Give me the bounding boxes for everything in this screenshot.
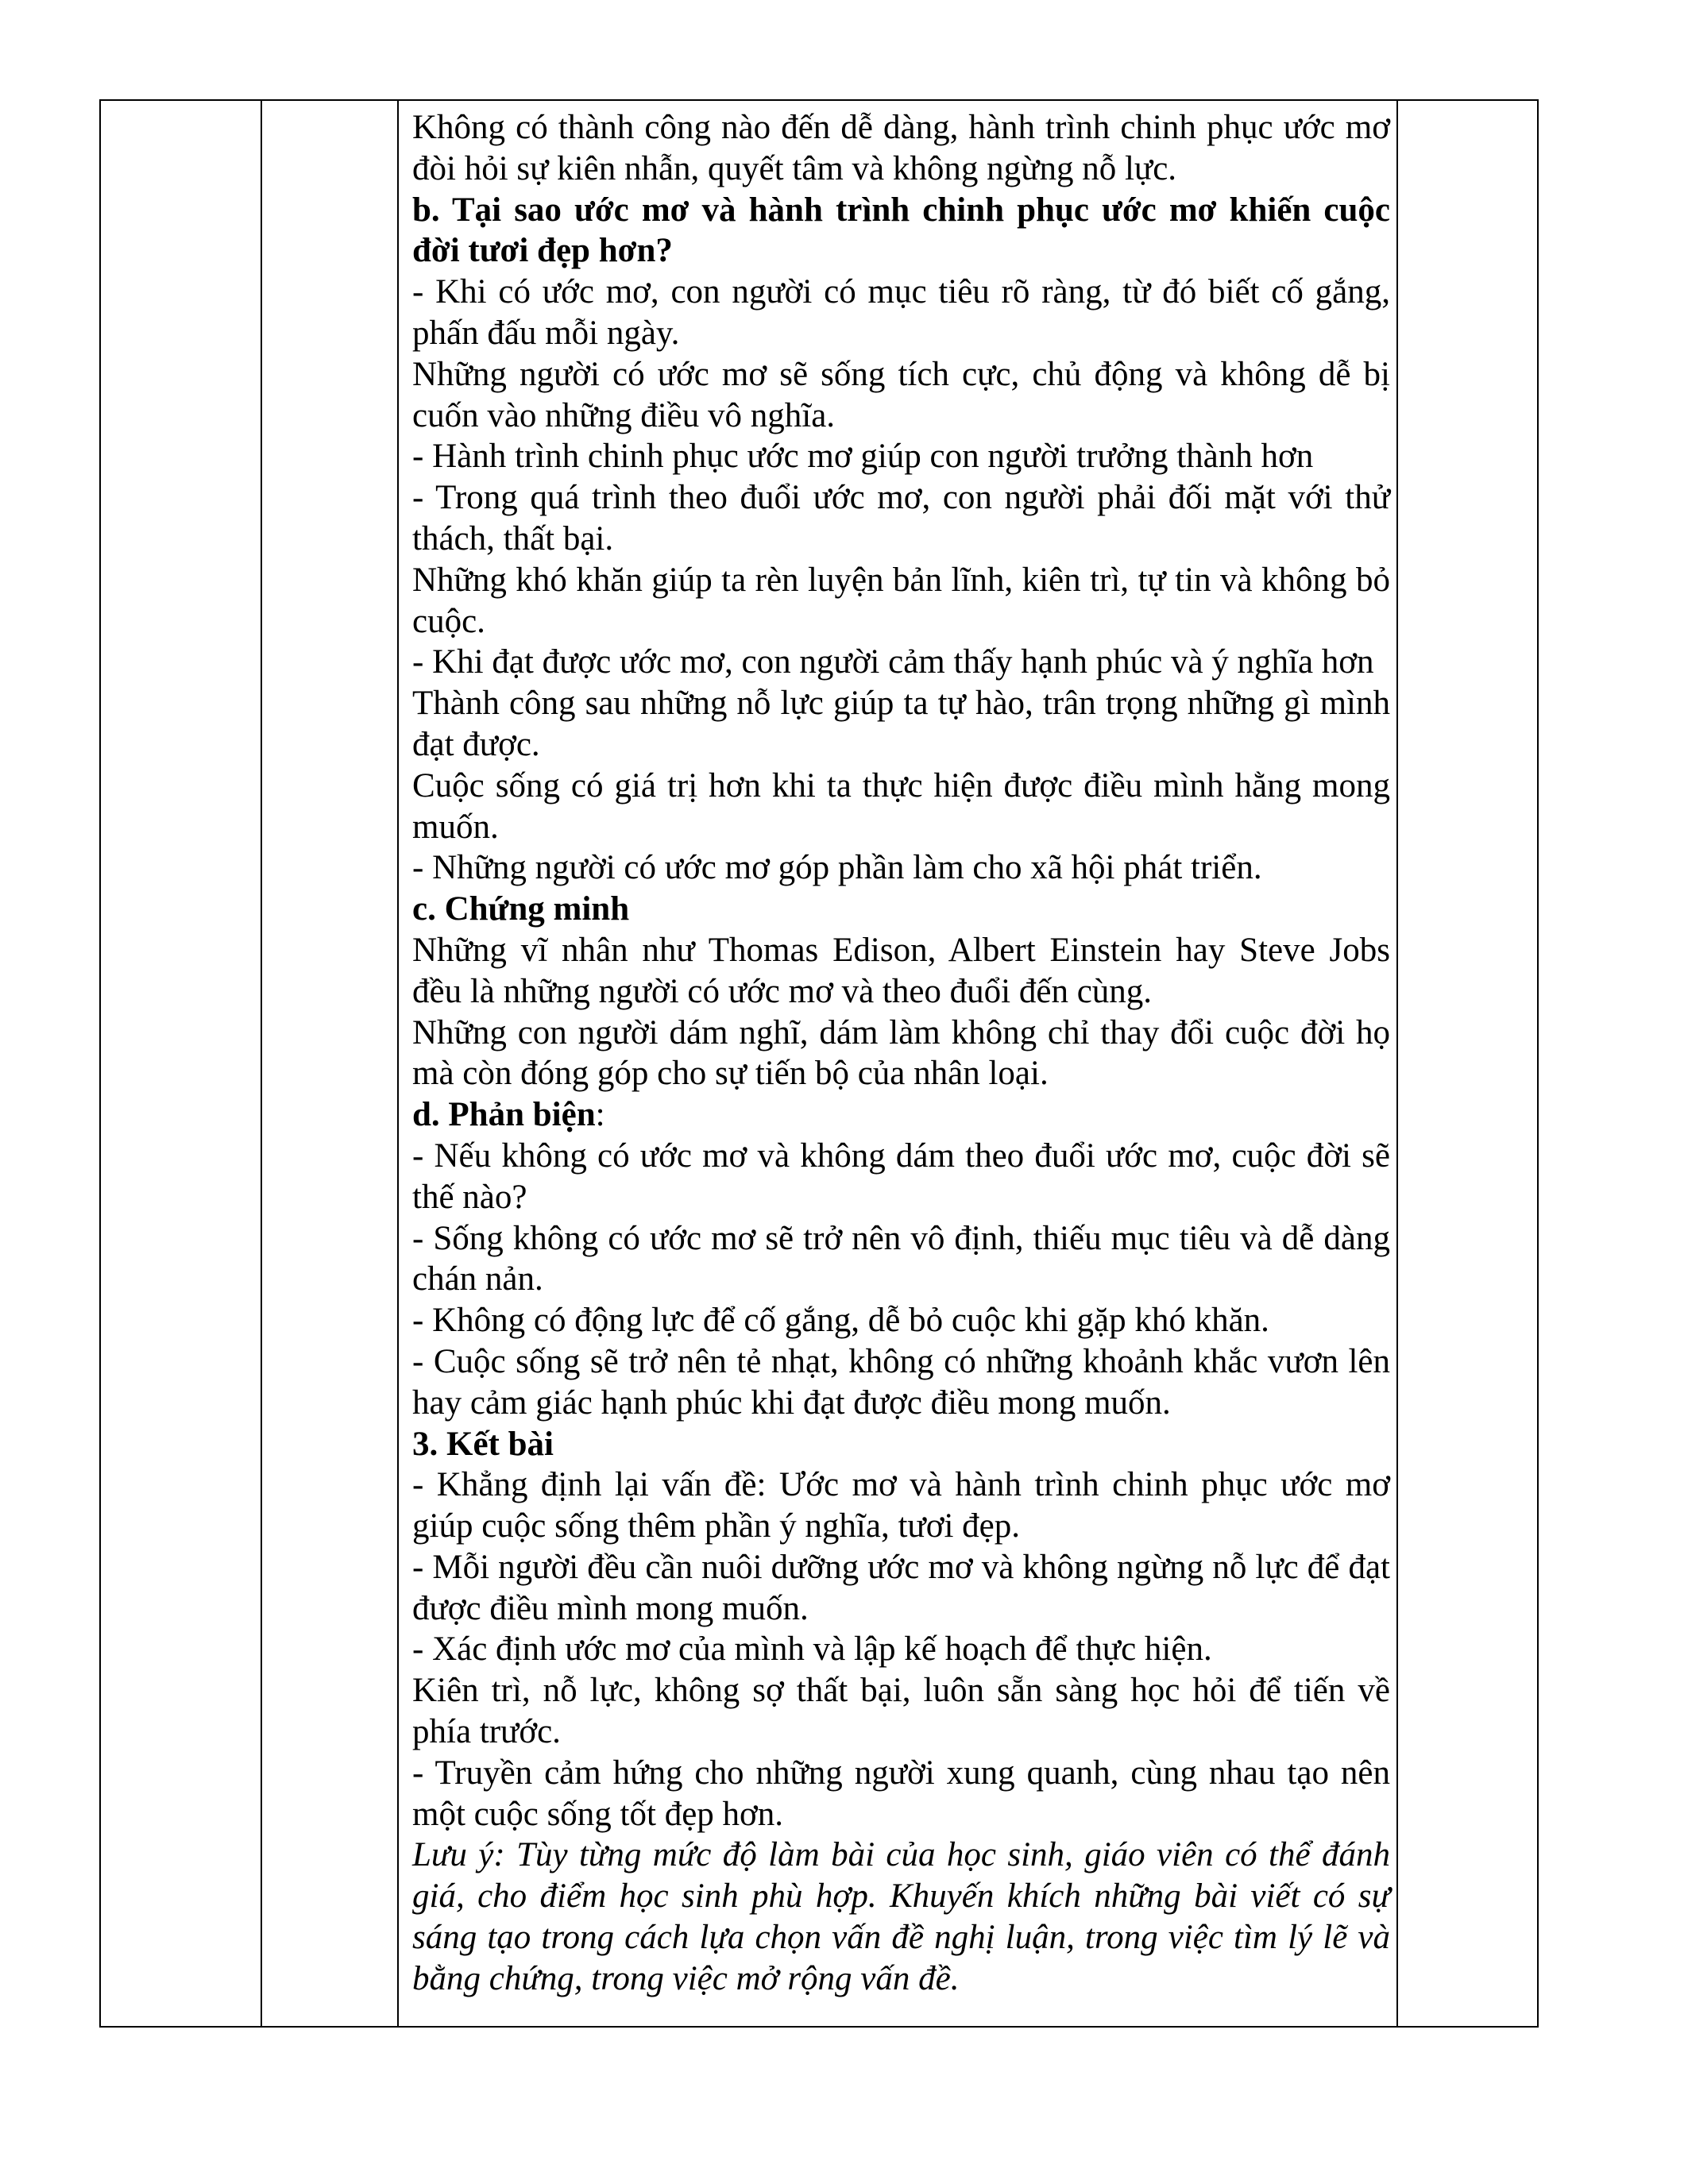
heading-colon: : xyxy=(595,1096,605,1134)
section-heading-d: d. Phản biện xyxy=(412,1096,596,1134)
answer-table xyxy=(99,99,1539,2028)
section-heading-c: c. Chứng minh xyxy=(412,890,630,928)
paragraph-17: - Khẳng định lại vấn đề: Ước mơ và hành trình chinh phục ước mơ giúp cuộc sống thêm phần ý nghĩa, tươi đẹp. xyxy=(412,1466,1390,1545)
paragraph-8: Thành công sau những nỗ lực giúp ta tự hào, trân trọng những gì mình đạt được. xyxy=(412,685,1390,763)
paragraph-19: - Xác định ước mơ của mình và lập kế hoạch để thực hiện. xyxy=(412,1630,1212,1669)
paragraph-16: - Cuộc sống sẽ trở nên tẻ nhạt, không có những khoảnh khắc vươn lên hay cảm giác hạnh phúc khi đạt được điều mong muốn. xyxy=(412,1342,1390,1422)
paragraph-14: - Sống không có ước mơ sẽ trở nên vô định, thiếu mục tiêu và dễ dàng chán nản. xyxy=(412,1219,1390,1298)
empty-cell-4 xyxy=(1397,100,1538,2027)
paragraph-4: - Hành trình chinh phục ước mơ giúp con người trưởng thành hơn xyxy=(412,438,1314,476)
paragraph-7: - Khi đạt được ước mơ, con người cảm thấy hạnh phúc và ý nghĩa hơn xyxy=(412,643,1374,681)
paragraph-13: - Nếu không có ước mơ và không dám theo đuổi ước mơ, cuộc đời sẽ thế nào? xyxy=(412,1136,1390,1216)
grading-note: Lưu ý: Tùy từng mức độ làm bài của học sinh, giáo viên có thể đánh giá, cho điểm học sinh phù hợp. Khuyến khích những bài viết có sự sáng tạo trong cách lựa chọn vấn đề nghị luận, trong việc tìm lý lẽ và bằng chứng, trong việc mở rộng vấn đề. xyxy=(412,1836,1390,1997)
paragraph-5: - Trong quá trình theo đuổi ước mơ, con người phải đối mặt với thử thách, thất bại. xyxy=(412,479,1390,558)
paragraph-3: Những người có ước mơ sẽ sống tích cực, chủ động và không dễ bị cuốn vào những điều vô nghĩa. xyxy=(412,355,1390,434)
table-row xyxy=(100,100,1538,2027)
paragraph-15: - Không có động lực để cố gắng, dễ bỏ cuộc khi gặp khó khăn. xyxy=(412,1302,1269,1340)
paragraph-1: Không có thành công nào đến dễ dàng, hành trình chinh phục ước mơ đòi hỏi sự kiên nhẫn, quyết tâm và không ngừng nỗ lực. xyxy=(412,109,1390,187)
paragraph-18: - Mỗi người đều cần nuôi dưỡng ước mơ và không ngừng nỗ lực để đạt được điều mình mong muốn. xyxy=(412,1548,1390,1627)
paragraph-11: Những vĩ nhân như Thomas Edison, Albert Einstein hay Steve Jobs đều là những người có ước mơ và theo đuổi đến cùng. xyxy=(412,931,1390,1010)
paragraph-10: - Những người có ước mơ góp phần làm cho xã hội phát triển. xyxy=(412,849,1262,887)
empty-cell-1 xyxy=(100,100,261,2027)
section-heading-d-line xyxy=(412,1094,1390,1136)
content-cell xyxy=(398,100,1397,2027)
paragraph-21: - Truyền cảm hứng cho những người xung quanh, cùng nhau tạo nên một cuộc sống tốt đẹp hơn. xyxy=(412,1754,1390,1833)
empty-cell-2 xyxy=(261,100,398,2027)
paragraph-20: Kiên trì, nỗ lực, không sợ thất bại, luôn sẵn sàng học hỏi để tiến về phía trước. xyxy=(412,1672,1390,1751)
paragraph-2: - Khi có ước mơ, con người có mục tiêu rõ ràng, từ đó biết cố gắng, phấn đấu mỗi ngày. xyxy=(412,273,1390,352)
paragraph-12: Những con người dám nghĩ, dám làm không chỉ thay đổi cuộc đời họ mà còn đóng góp cho sự tiến bộ của nhân loại. xyxy=(412,1013,1390,1093)
section-heading-b: b. Tại sao ước mơ và hành trình chinh phục ước mơ khiến cuộc đời tươi đẹp hơn? xyxy=(412,191,1390,270)
paragraph-9: Cuộc sống có giá trị hơn khi ta thực hiện được điều mình hằng mong muốn. xyxy=(412,766,1390,846)
paragraph-6: Những khó khăn giúp ta rèn luyện bản lĩnh, kiên trì, tự tin và không bỏ cuộc. xyxy=(412,561,1390,640)
section-heading-3: 3. Kết bài xyxy=(412,1425,554,1463)
